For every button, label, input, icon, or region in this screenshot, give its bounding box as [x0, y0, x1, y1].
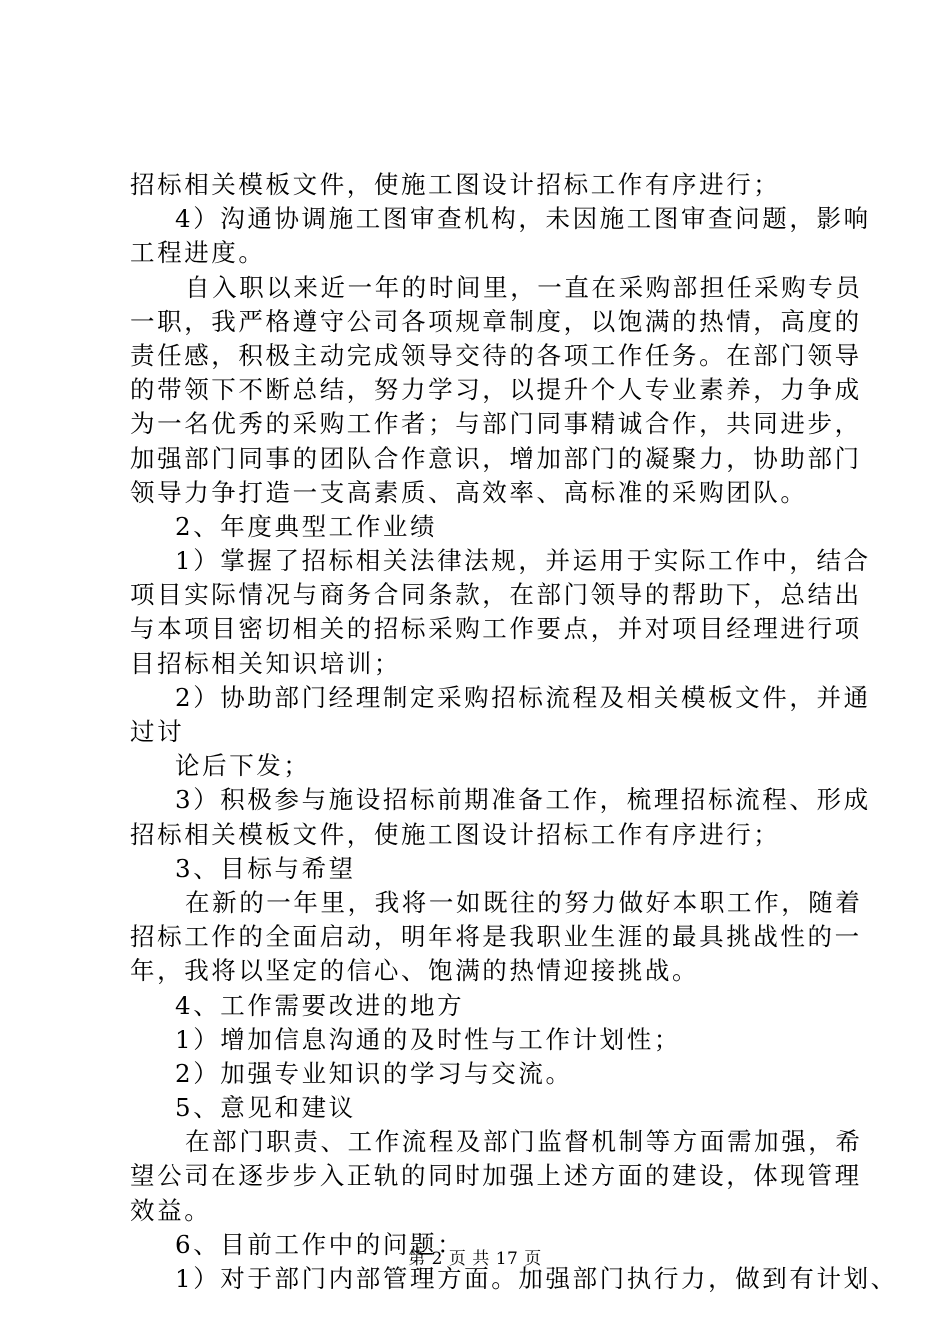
- text-line: 过讨: [130, 717, 185, 746]
- text-line: 2）加强专业知识的学习与交流。: [175, 1058, 573, 1088]
- text-line: 工程进度。: [130, 238, 266, 268]
- text-line: 的带领下不断总结，努力学习，以提升个人专业素养，力争成: [130, 375, 862, 405]
- text-line: 责任感，积极主动完成领导交待的各项工作任务。在部门领导: [130, 340, 862, 370]
- text-line: 论后下发；: [175, 751, 311, 781]
- text-line: 一职，我严格遵守公司各项规章制度，以饱满的热情，高度的: [130, 306, 862, 336]
- text-line: 效益。: [130, 1195, 212, 1225]
- text-line: 1）掌握了招标相关法律法规，并运用于实际工作中，结合: [175, 546, 871, 576]
- text-line: 4、工作需要改进的地方: [175, 990, 465, 1020]
- text-line: 年，我将以坚定的信心、饱满的热情迎接挑战。: [130, 956, 700, 986]
- text-line: 目招标相关知识培训；: [130, 648, 401, 678]
- text-line: 3、目标与希望: [175, 853, 356, 883]
- text-line: 招标相关模板文件，使施工图设计招标工作有序进行；: [130, 170, 781, 199]
- text-line: 在新的一年里，我将一如既往的努力做好本职工作，随着: [185, 887, 863, 917]
- document-body: [130, 168, 898, 1296]
- text-line: 1）对于部门内部管理方面。加强部门执行力，做到有计划、: [175, 1264, 898, 1293]
- text-line: 与本项目密切相关的招标采购工作要点，并对项目经理进行项: [130, 614, 862, 644]
- text-line: 招标相关模板文件，使施工图设计招标工作有序进行；: [130, 819, 781, 849]
- text-line: 为一名优秀的采购工作者；与部门同事精诚合作，共同进步，: [130, 409, 862, 439]
- text-line: 3）积极参与施设招标前期准备工作，梳理招标流程、形成: [175, 785, 871, 815]
- text-line: 自入职以来近一年的时间里，一直在采购部担任采购专员: [185, 272, 863, 302]
- text-line: 在部门职责、工作流程及部门监督机制等方面需加强，希: [185, 1127, 863, 1157]
- text-line: 6、目前工作中的问题：: [175, 1229, 465, 1259]
- text-line: 招标工作的全面启动，明年将是我职业生涯的最具挑战性的一: [130, 922, 862, 952]
- text-line: 2、年度典型工作业绩: [175, 511, 438, 541]
- text-line: 2）协助部门经理制定采购招标流程及相关模板文件，并通: [175, 682, 871, 712]
- text-line: 4）沟通协调施工图审查机构，未因施工图审查问题，影响: [175, 204, 871, 234]
- text-line: 项目实际情况与商务合同条款，在部门领导的帮助下，总结出: [130, 580, 862, 610]
- text-line: 领导力争打造一支高素质、高效率、高标准的采购团队。: [130, 477, 808, 507]
- page-footer: 第 2 页 共 17 页: [408, 1249, 542, 1269]
- text-line: 5、意见和建议: [175, 1093, 356, 1123]
- text-line: 加强部门同事的团队合作意识，增加部门的凝聚力，协助部门: [130, 443, 862, 473]
- text-line: 1）增加信息沟通的及时性与工作计划性；: [175, 1024, 681, 1054]
- text-line: 望公司在逐步步入正轨的同时加强上述方面的建设，体现管理: [130, 1161, 862, 1191]
